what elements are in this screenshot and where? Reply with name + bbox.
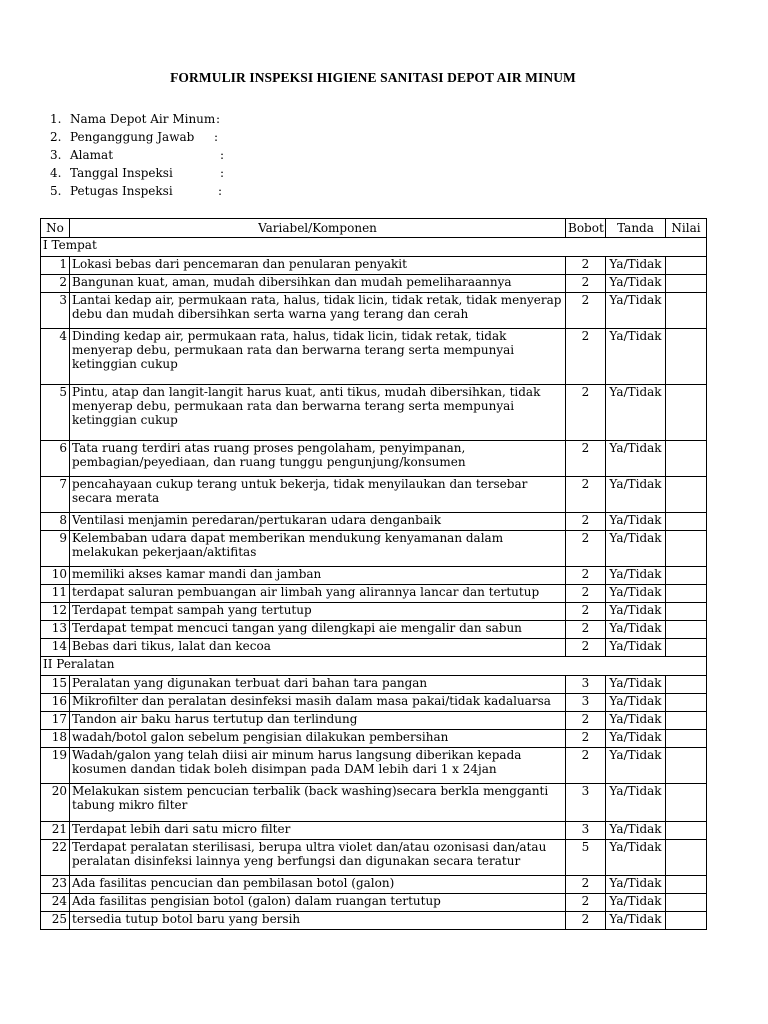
row-tanda: Ya/Tidak: [606, 275, 666, 293]
row-bobot: 2: [566, 748, 606, 784]
row-nilai: [666, 712, 707, 730]
row-bobot: 2: [566, 603, 606, 621]
table-row: [41, 822, 707, 840]
row-tanda: Ya/Tidak: [606, 293, 666, 329]
info-label: Nama Depot Air Minum: [70, 112, 216, 126]
row-tanda: Ya/Tidak: [606, 329, 666, 385]
row-variabel: Tandon air baku harus tertutup dan terlindung: [70, 712, 566, 730]
table-row: [41, 694, 707, 712]
row-nilai: [666, 894, 707, 912]
row-number: 14: [41, 639, 70, 657]
row-number: 15: [41, 676, 70, 694]
info-colon: :: [216, 112, 221, 126]
row-variabel: Pintu, atap dan langit-langit harus kuat, anti tikus, mudah dibersihkan, tidak menyerap debu, permukaan rata dan berwarna terang serta mempunyai ketinggian cukup: [70, 385, 566, 441]
row-number: 18: [41, 730, 70, 748]
row-number: 4: [41, 329, 70, 385]
table-row: [41, 840, 707, 876]
table-row: [41, 385, 707, 441]
row-variabel: tersedia tutup botol baru yang bersih: [70, 912, 566, 930]
header-nilai: Nilai: [666, 219, 707, 238]
table-row: [41, 257, 707, 275]
row-variabel: memiliki akses kamar mandi dan jamban: [70, 567, 566, 585]
info-number: 3.: [50, 148, 62, 162]
row-nilai: [666, 840, 707, 876]
row-number: 9: [41, 531, 70, 567]
row-nilai: [666, 748, 707, 784]
row-number: 10: [41, 567, 70, 585]
table-row: [41, 275, 707, 293]
row-number: 5: [41, 385, 70, 441]
row-nilai: [666, 912, 707, 930]
row-tanda: Ya/Tidak: [606, 477, 666, 513]
row-bobot: 2: [566, 441, 606, 477]
row-variabel: Ada fasilitas pengisian botol (galon) dalam ruangan tertutup: [70, 894, 566, 912]
table-row: [41, 585, 707, 603]
row-number: 2: [41, 275, 70, 293]
row-bobot: 3: [566, 676, 606, 694]
row-bobot: 2: [566, 894, 606, 912]
row-tanda: Ya/Tidak: [606, 567, 666, 585]
table-row: [41, 329, 707, 385]
row-tanda: Ya/Tidak: [606, 730, 666, 748]
info-label: Petugas Inspeksi: [70, 184, 173, 198]
row-nilai: [666, 585, 707, 603]
row-number: 24: [41, 894, 70, 912]
row-number: 16: [41, 694, 70, 712]
info-label: Alamat: [70, 148, 114, 162]
info-colon: :: [214, 130, 219, 144]
row-variabel: Mikrofilter dan peralatan desinfeksi masih dalam masa pakai/tidak kadaluarsa: [70, 694, 566, 712]
table-row: [41, 621, 707, 639]
row-tanda: Ya/Tidak: [606, 912, 666, 930]
row-number: 8: [41, 513, 70, 531]
table-row: [41, 894, 707, 912]
info-colon: :: [220, 166, 225, 180]
row-bobot: 2: [566, 567, 606, 585]
info-colon: :: [218, 184, 223, 198]
table-row: [41, 477, 707, 513]
row-variabel: Tata ruang terdiri atas ruang proses pengolaham, penyimpanan, pembagian/peyediaan, dan ruang tunggu pengunjung/konsumen: [70, 441, 566, 477]
row-nilai: [666, 730, 707, 748]
info-number: 5.: [50, 184, 62, 198]
row-variabel: Dinding kedap air, permukaan rata, halus, tidak licin, tidak retak, tidak menyerap debu, permukaan rata dan berwarna terang serta mempunyai ketinggian cukup: [70, 329, 566, 385]
row-nilai: [666, 257, 707, 275]
table-row: [41, 712, 707, 730]
table-row: [41, 567, 707, 585]
row-nilai: [666, 293, 707, 329]
row-nilai: [666, 477, 707, 513]
row-variabel: Terdapat peralatan sterilisasi, berupa ultra violet dan/atau ozonisasi dan/atau peralatan disinfeksi lainnya yeng berfungsi dan digunakan secara teratur: [70, 840, 566, 876]
table-row: [41, 748, 707, 784]
row-tanda: Ya/Tidak: [606, 385, 666, 441]
row-variabel: Ventilasi menjamin peredaran/pertukaran udara denganbaik: [70, 513, 566, 531]
row-number: 22: [41, 840, 70, 876]
row-tanda: Ya/Tidak: [606, 840, 666, 876]
row-bobot: 2: [566, 639, 606, 657]
row-tanda: Ya/Tidak: [606, 603, 666, 621]
row-variabel: Terdapat tempat mencuci tangan yang dilengkapi aie mengalir dan sabun: [70, 621, 566, 639]
row-number: 12: [41, 603, 70, 621]
row-nilai: [666, 603, 707, 621]
row-variabel: Ada fasilitas pencucian dan pembilasan botol (galon): [70, 876, 566, 894]
row-nilai: [666, 784, 707, 822]
row-bobot: 2: [566, 621, 606, 639]
row-nilai: [666, 876, 707, 894]
row-nilai: [666, 329, 707, 385]
row-tanda: Ya/Tidak: [606, 257, 666, 275]
row-tanda: Ya/Tidak: [606, 585, 666, 603]
row-tanda: Ya/Tidak: [606, 513, 666, 531]
row-nilai: [666, 639, 707, 657]
row-variabel: Kelembaban udara dapat memberikan mendukung kenyamanan dalam melakukan pekerjaan/aktifitas: [70, 531, 566, 567]
table-row: [41, 603, 707, 621]
row-variabel: wadah/botol galon sebelum pengisian dilakukan pembersihan: [70, 730, 566, 748]
row-tanda: Ya/Tidak: [606, 876, 666, 894]
table-row: [41, 513, 707, 531]
info-number: 4.: [50, 166, 62, 180]
row-nilai: [666, 385, 707, 441]
row-tanda: Ya/Tidak: [606, 531, 666, 567]
row-bobot: 3: [566, 694, 606, 712]
row-tanda: Ya/Tidak: [606, 784, 666, 822]
row-number: 23: [41, 876, 70, 894]
table-row: [41, 876, 707, 894]
table-row: [41, 784, 707, 822]
row-variabel: Lokasi bebas dari pencemaran dan penularan penyakit: [70, 257, 566, 275]
section-title: II Peralatan: [41, 657, 707, 676]
table-row: [41, 912, 707, 930]
row-bobot: 2: [566, 531, 606, 567]
row-number: 13: [41, 621, 70, 639]
table-row: [41, 730, 707, 748]
row-variabel: Melakukan sistem pencucian terbalik (back washing)secara berkla mengganti tabung mikro filter: [70, 784, 566, 822]
row-variabel: Wadah/galon yang telah diisi air minum harus langsung diberikan kepada kosumen dandan tidak boleh disimpan pada DAM lebih dari 1 x 24jan: [70, 748, 566, 784]
row-number: 17: [41, 712, 70, 730]
row-nilai: [666, 531, 707, 567]
row-bobot: 2: [566, 730, 606, 748]
row-bobot: 2: [566, 477, 606, 513]
row-variabel: pencahayaan cukup terang untuk bekerja, tidak menyilaukan dan tersebar secara merata: [70, 477, 566, 513]
row-bobot: 2: [566, 329, 606, 385]
row-number: 3: [41, 293, 70, 329]
row-bobot: 2: [566, 275, 606, 293]
row-variabel: Bangunan kuat, aman, mudah dibersihkan dan mudah pemeliharaannya: [70, 275, 566, 293]
row-nilai: [666, 441, 707, 477]
header-bobot: Bobot: [566, 219, 606, 238]
header-variabel: Variabel/Komponen: [70, 219, 566, 238]
row-nilai: [666, 694, 707, 712]
header-no: No: [41, 219, 70, 238]
table-row: [41, 293, 707, 329]
row-number: 1: [41, 257, 70, 275]
row-number: 7: [41, 477, 70, 513]
row-tanda: Ya/Tidak: [606, 894, 666, 912]
row-variabel: Peralatan yang digunakan terbuat dari bahan tara pangan: [70, 676, 566, 694]
row-bobot: 2: [566, 513, 606, 531]
info-number: 1.: [50, 112, 62, 126]
row-bobot: 2: [566, 912, 606, 930]
table-row: [41, 676, 707, 694]
row-bobot: 3: [566, 822, 606, 840]
row-variabel: Terdapat lebih dari satu micro filter: [70, 822, 566, 840]
row-bobot: 2: [566, 876, 606, 894]
info-label: Penganggung Jawab: [70, 130, 195, 144]
section-row: [41, 657, 707, 676]
row-tanda: Ya/Tidak: [606, 639, 666, 657]
row-tanda: Ya/Tidak: [606, 441, 666, 477]
inspection-table: [40, 218, 707, 930]
row-number: 21: [41, 822, 70, 840]
row-tanda: Ya/Tidak: [606, 748, 666, 784]
table-row: [41, 441, 707, 477]
section-title: I Tempat: [41, 238, 707, 257]
row-variabel: Bebas dari tikus, lalat dan kecoa: [70, 639, 566, 657]
row-tanda: Ya/Tidak: [606, 822, 666, 840]
row-tanda: Ya/Tidak: [606, 621, 666, 639]
row-bobot: 2: [566, 257, 606, 275]
row-bobot: 2: [566, 385, 606, 441]
table-row: [41, 531, 707, 567]
row-bobot: 3: [566, 784, 606, 822]
info-number: 2.: [50, 130, 62, 144]
row-number: 19: [41, 748, 70, 784]
row-bobot: 2: [566, 585, 606, 603]
row-nilai: [666, 275, 707, 293]
row-bobot: 2: [566, 712, 606, 730]
info-colon: :: [220, 148, 225, 162]
row-nilai: [666, 822, 707, 840]
row-bobot: 5: [566, 840, 606, 876]
table-header-row: [41, 219, 707, 238]
row-variabel: terdapat saluran pembuangan air limbah yang alirannya lancar dan tertutup: [70, 585, 566, 603]
table-body: [41, 238, 707, 930]
row-nilai: [666, 567, 707, 585]
row-nilai: [666, 676, 707, 694]
row-number: 6: [41, 441, 70, 477]
row-number: 11: [41, 585, 70, 603]
row-variabel: Lantai kedap air, permukaan rata, halus, tidak licin, tidak retak, tidak menyerap debu dan mudah dibersihkan serta warna yang terang dan cerah: [70, 293, 566, 329]
row-tanda: Ya/Tidak: [606, 694, 666, 712]
table-row: [41, 639, 707, 657]
row-number: 20: [41, 784, 70, 822]
row-nilai: [666, 621, 707, 639]
row-variabel: Terdapat tempat sampah yang tertutup: [70, 603, 566, 621]
row-tanda: Ya/Tidak: [606, 712, 666, 730]
row-nilai: [666, 513, 707, 531]
form-title: FORMULIR INSPEKSI HIGIENE SANITASI DEPOT AIR MINUM: [170, 70, 576, 85]
row-bobot: 2: [566, 293, 606, 329]
row-tanda: Ya/Tidak: [606, 676, 666, 694]
section-row: [41, 238, 707, 257]
info-label: Tanggal Inspeksi: [70, 166, 173, 180]
header-tanda: Tanda: [606, 219, 666, 238]
row-number: 25: [41, 912, 70, 930]
